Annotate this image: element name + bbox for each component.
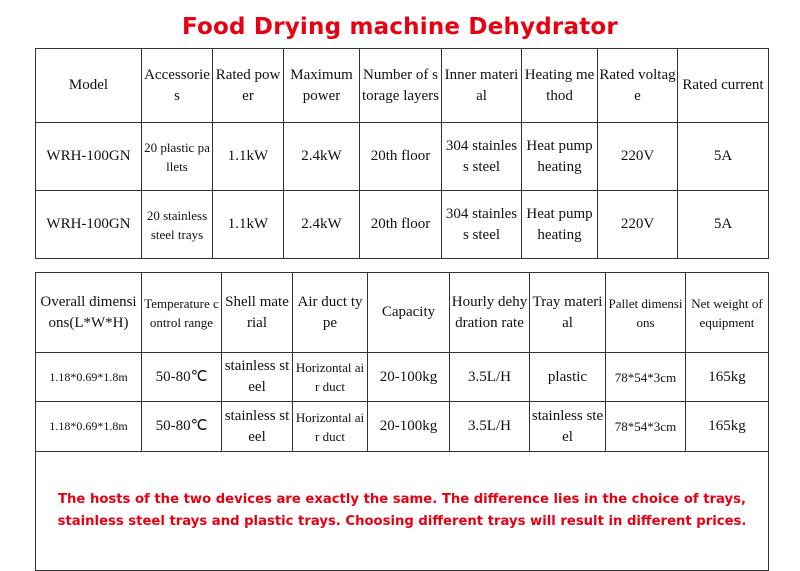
header-cell: Shell material [222,273,293,353]
table-cell: 50-80℃ [142,353,222,402]
table-cell: stainless steel [530,402,606,452]
table-row [36,353,769,402]
table-cell: WRH-100GN [36,191,142,259]
table-cell: Horizontal air duct [293,402,368,452]
table-cell: 20-100kg [368,402,450,452]
header-cell: Maximum power [284,49,360,123]
note-row [36,452,769,571]
table-cell: 3.5L/H [450,353,530,402]
table-cell: plastic [530,353,606,402]
table-cell: Horizontal air duct [293,353,368,402]
table-cell: 1.18*0.69*1.8m [36,353,142,402]
table-cell: 2.4kW [284,191,360,259]
table-cell: 50-80℃ [142,402,222,452]
table-cell: 220V [598,191,678,259]
header-cell: Rated power [213,49,284,123]
header-cell: Rated voltage [598,49,678,123]
table-cell: 1.18*0.69*1.8m [36,402,142,452]
table-cell: 165kg [686,402,769,452]
table-cell: 220V [598,123,678,191]
table-row [36,402,769,452]
table-cell: 20 stainless steel trays [142,191,213,259]
table-cell: stainless steel [222,402,293,452]
table-header-row [36,49,769,123]
table-cell: stainless steel [222,353,293,402]
table-row [36,123,769,191]
table-cell: WRH-100GN [36,123,142,191]
table-cell: 3.5L/H [450,402,530,452]
header-cell: Air duct type [293,273,368,353]
table-cell: 2.4kW [284,123,360,191]
table-row [36,191,769,259]
spec-table-2 [35,272,769,571]
header-cell: Heating method [522,49,598,123]
header-cell: Inner material [442,49,522,123]
price-note: The hosts of the two devices are exactly the same. The difference lies in the choice of trays, stainless steel trays and plastic trays. Choosing different trays will result in different prices. [36,452,769,571]
header-cell: Number of storage layers [360,49,442,123]
table-cell: 20th floor [360,123,442,191]
table-cell: 304 stainless steel [442,123,522,191]
table-cell: Heat pump heating [522,123,598,191]
header-cell: Capacity [368,273,450,353]
table-header-row [36,273,769,353]
table-cell: 1.1kW [213,191,284,259]
header-cell: Temperature control range [142,273,222,353]
table-cell: 78*54*3cm [606,402,686,452]
header-cell: Pallet dimensions [606,273,686,353]
spec-table-1 [35,48,769,259]
table-cell: 5A [678,123,769,191]
header-cell: Model [36,49,142,123]
table-cell: 304 stainless steel [442,191,522,259]
header-cell: Net weight of equipment [686,273,769,353]
header-cell: Rated current [678,49,769,123]
page-title: Food Drying machine Dehydrator [182,14,618,40]
table-cell: 20-100kg [368,353,450,402]
table-cell: 20 plastic pallets [142,123,213,191]
header-cell: Overall dimensions(L*W*H) [36,273,142,353]
table-cell: 165kg [686,353,769,402]
table-cell: 20th floor [360,191,442,259]
header-cell: Accessories [142,49,213,123]
table-cell: 5A [678,191,769,259]
header-cell: Tray material [530,273,606,353]
table-cell: 78*54*3cm [606,353,686,402]
header-cell: Hourly dehydration rate [450,273,530,353]
table-cell: 1.1kW [213,123,284,191]
table-cell: Heat pump heating [522,191,598,259]
